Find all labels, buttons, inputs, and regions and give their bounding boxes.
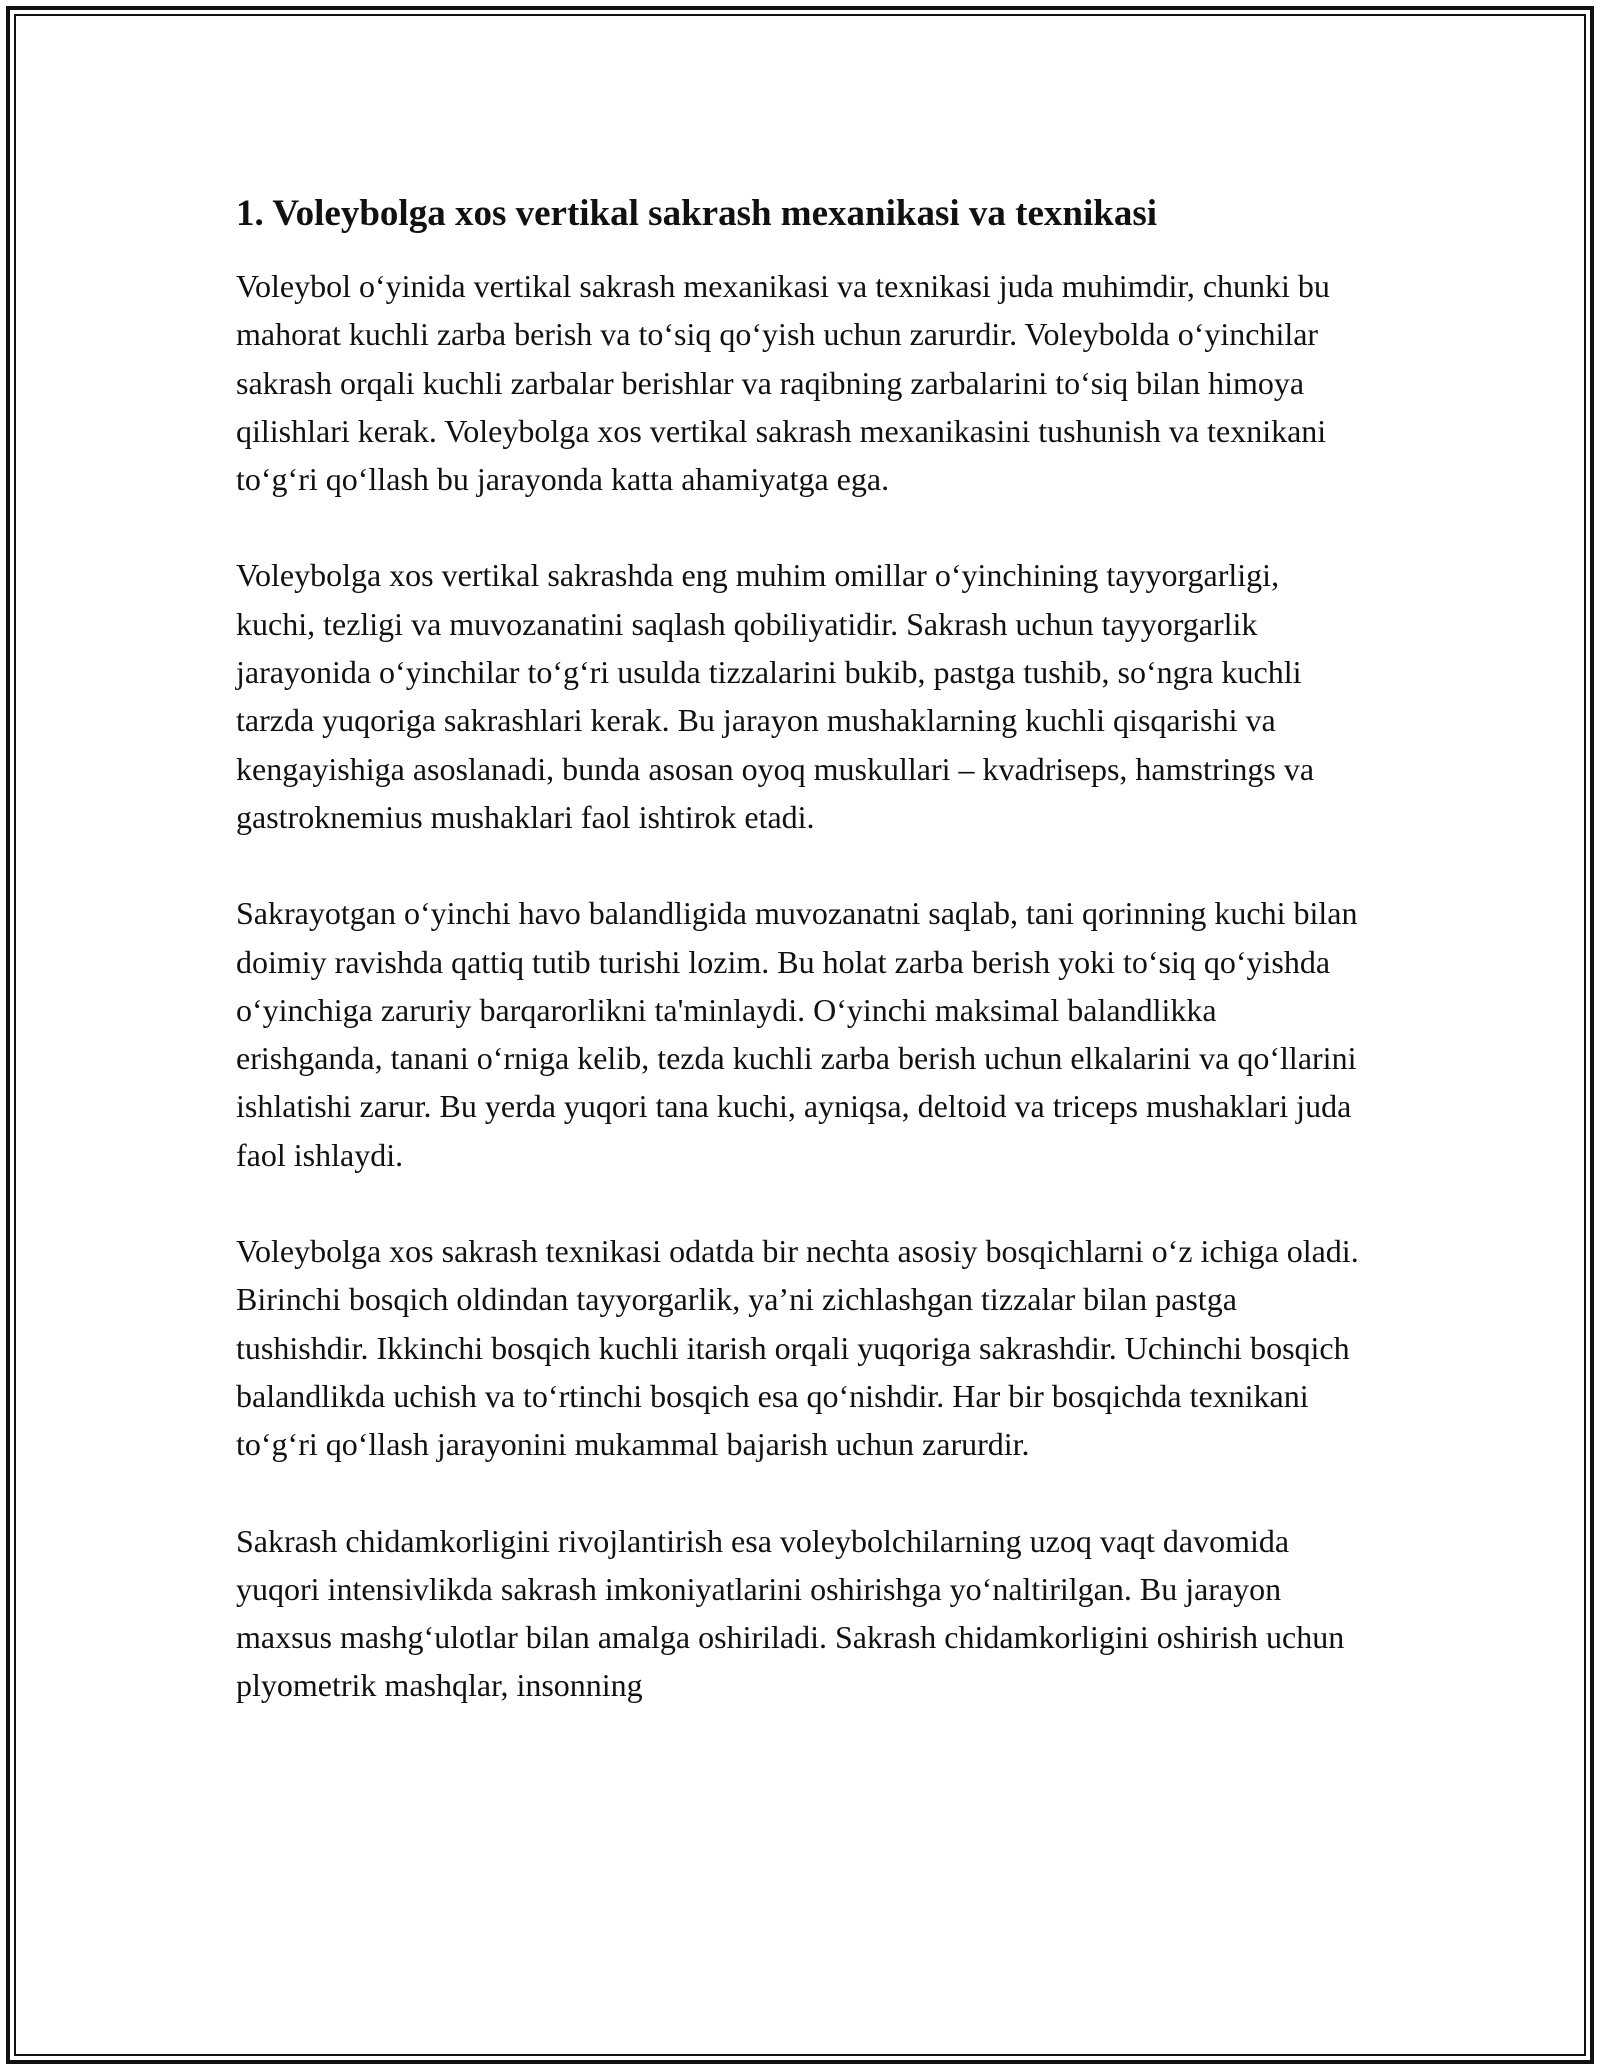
paragraph-2: Voleybolga xos vertikal sakrashda eng muhim omillar o‘yinchining tayyorgarligi, kuchi, tezligi va muvozanatini saqlash qobiliyatidir. Sakrash uchun tayyorgarlik jarayonida o‘yinchilar to‘g‘ri usulda tizzalarini bukib, pastga tushib, so‘ngra kuchli tarzda yuqoriga sakrashlari kerak. Bu jarayon mushaklarning kuchli qisqarishi va kengayishiga asoslanadi, bunda asosan oyoq muskullari – kvadriseps, hamstrings va gastroknemius mushaklari faol ishtirok etadi. — [236, 557, 1315, 835]
document-body — [236, 186, 1366, 1758]
paragraph-3: Sakrayotgan o‘yinchi havo balandligida muvozanatni saqlab, tani qorinning kuchi bilan doimiy ravishda qattiq tutib turishi lozim. Bu holat zarba berish yoki to‘siq qo‘yishda o‘yinchiga zaruriy barqarorlikni ta'minlaydi. O‘yinchi maksimal balandlikka erishganda, tanani o‘rniga kelib, tezda kuchli zarba berish uchun elkalarini va qo‘llarini ishlatishi zarur. Bu yerda yuqori tana kuchi, ayniqsa, deltoid va triceps mushaklari juda faol ishlaydi. — [236, 895, 1358, 1173]
section-heading: 1. Voleybolga xos vertikal sakrash mexanikasi va texnikasi — [236, 193, 1158, 234]
paragraph-4: Voleybolga xos sakrash texnikasi odatda bir nechta asosiy bosqichlarni o‘z ichiga oladi. Birinchi bosqich oldindan tayyorgarlik, ya’ni zichlashgan tizzalar bilan pastga tushishdir. Ikkinchi bosqich kuchli itarish orqali yuqoriga sakrashdir. Uchinchi bosqich balandlikda uchish va to‘rtinchi bosqich esa qo‘nishdir. Har bir bosqichda texnikani to‘g‘ri qo‘llash jarayonini mukammal bajarish uchun zarurdir. — [236, 1233, 1359, 1463]
paragraph-5: Sakrash chidamkorligini rivojlantirish esa voleybolchilarning uzoq vaqt davomida yuqori intensivlikda sakrash imkoniyatlarini oshirishga yo‘naltirilgan. Bu jarayon maxsus mashg‘ulotlar bilan amalga oshiriladi. Sakrash chidamkorligini oshirish uchun plyometrik mashqlar, insonning — [236, 1522, 1345, 1704]
paragraph-1: Voleybol o‘yinida vertikal sakrash mexanikasi va texnikasi juda muhimdir, chunki bu mahorat kuchli zarba berish va to‘siq qo‘yish uchun zarurdir. Voleybolda o‘yinchilar sakrash orqali kuchli zarbalar berishlar va raqibning zarbalarini to‘siq bilan himoya qilishlari kerak. Voleybolga xos vertikal sakrash mexanikasini tushunish va texnikani to‘g‘ri qo‘llash bu jarayonda katta ahamiyatga ega. — [236, 268, 1330, 498]
